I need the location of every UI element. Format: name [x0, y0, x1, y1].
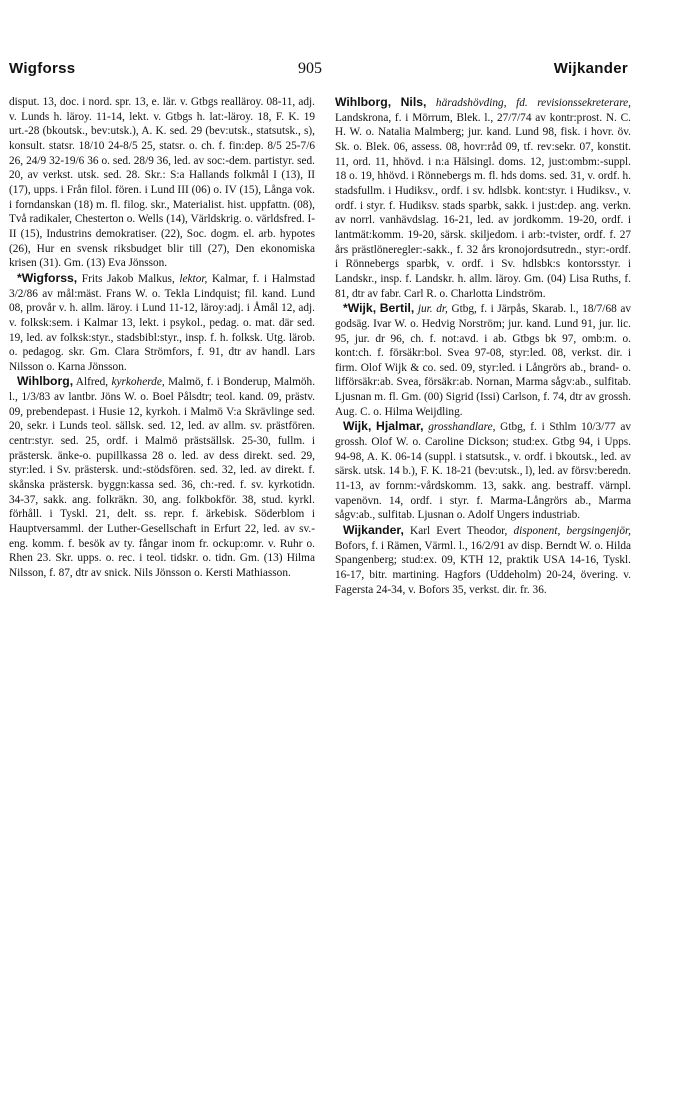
- entry-given-names: Alfred,: [75, 376, 109, 389]
- entry-body: Gtbg, f. i Sthlm 10/3/77 av grossh. Olof W. o. Caroline Dickson; stud:ex. Gtbg 94, i Upps. 94-98, A. K. 06-14 (suppl. i statsutsk., v. ordf. i bkoutsk., led. av särsk. utsk. 14 b.), F. K. 18-21 (bev:utsk., l), led. av försv:beredn. 11-13, av fornm:-vårdskomm. 13, sakk. ang. bestraff. värnpl. vapenövn. 14, ordf. i styr. f. Marma-Långrörs ab., Marma sågv:ab., sulfitab. Ljusnan o. Adolf Ungers industriab.: [335, 421, 631, 522]
- page-header: [0, 60, 680, 84]
- entry-body: Gtbg, f. i Järpås, Skarab. l., 18/7/68 av godsäg. Ivar W. o. Hedvig Norström; jur. kand. Lund 91, jur. lic. 95, jur. dr 96, ch. f. not:avd. i ab. Gtbgs bk 97, omb:m. o. kont:ch. f. försäkr:bol. Svea 97-08, styr:led. 08, verkst. dir. i firm. Olof Wijk & co. sed. 09, styr:led. i Långrörs ab., brand- o. lifförsäkr:ab. Svea, försäkr:ab. Nornan, Marma sågv:ab., sulfitab. Ljusnan m. fl. Gm. (00) Sigrid (Issi) Carlson, f. 74, dtr av grossh. Aug. C. o. Hilma Weijdling.: [335, 303, 632, 418]
- entry-occupation: kyrkoherde,: [111, 376, 165, 389]
- entry-surname: Wihlborg,: [17, 374, 74, 389]
- entry-body: Kalmar, f. i Halmstad 3/2/86 av mål:mäst. Frans W. o. Tekla Lindquist; fil. kand. Lund 08, provår v. h. allm. läroy. i Lund 11-12, läroy:adj. i Åmål 12, adj. v. folksk:sem. i Kalmar 13, lekt. i psykol., pedag. o. mat. där sed. 19, led. av folksk:styr., stadsbibl:styr., insp. f. h. folksk. Utg. lärob. o. pedagog. skr. Gm. Clara Strömfors, f. 91, dtr av handl. Lars Nilsson o. Karna Jönsson.: [9, 272, 316, 373]
- entry-occupation: lektor,: [179, 272, 208, 285]
- page-number: 905: [298, 60, 322, 77]
- entry-given-names: Karl Evert Theodor,: [410, 525, 508, 538]
- entry-occupation: grosshandlare,: [428, 421, 496, 434]
- entry-surname: *Wigforss,: [17, 270, 78, 285]
- entry-occupation: disponent, bergsingenjör,: [513, 525, 631, 538]
- entry-surname: Wijkander,: [343, 523, 404, 538]
- entry-occupation: häradshövding, fd. revisionssekreterare,: [435, 97, 632, 109]
- entry-wihlborg-alfred: [9, 374, 315, 580]
- entry-given-names: Hjalmar,: [376, 419, 424, 434]
- entry-wijkander-evert: [335, 523, 631, 597]
- entry-given-names: Nils,: [400, 95, 427, 109]
- entry-surname: Wijk,: [343, 419, 372, 434]
- entry-surname: Wihlborg,: [335, 95, 392, 109]
- left-column: [9, 95, 315, 581]
- entry-wijk-bertil: [335, 301, 631, 419]
- header-left-keyword: Wigforss: [9, 60, 76, 77]
- entry-body: Malmö, f. i Bonderup, Malmöh. l., 1/3/83 av lantbr. Jöns W. o. Boel Pålsdtr; teol. kand. 09, prästv. 09, prebendepast. i Husie 12, kyrkoh. i Malmö V:a Skrävlinge sed. 20, sekr. i Lunds teol. sällsk. sed. 12, led. av allm. sv. prästfören. centr:styr. sed. 25, ordf. i Malmö prästsällsk. 25-30, fullm. i prästersk. änke-o. pupillkassa 28 o. led. av dess direkt. sed. 29, styr:led. i Sv. prästersk. und:-stödsfören. sed. 32, led. av direkt. f. skånska prästersk. byggn:kassa sed. 36, ch:-red. f. sv. kyrkotidn. 34-37, sakk. ang. folkräkn. 30, ang. folkbokför. 38, stud. kyrkl. förhåll. i Tyskl. 21, delt. ss. repr. f. ärkebisk. Söderblom i Hauptversamml. der Luther-Gesellschaft in Erfurt 22, led. av sv.-eng. komm. f. besök av ty. fångar inom fr. ockup:omr. v. Ruhr o. Rhen 23. Skr. upps. o. rec. i teol. tidskr. o. tidn. Gm. (13) Hilma Nilsson, f. 87, dtr av snick. Nils Jönsson o. Kersti Mathiasson.: [9, 376, 316, 579]
- continued-entry-text: disput. 13, doc. i nord. spr. 13, e. lär. v. Gtbgs realläroy. 08-11, adj. v. Lunds h. läroy. 11-14, lekt. v. Gtbgs h. lat:-läroy. 18, F. K. 19 urt.-28 (bkoutsk., bev:utsk.), A. K. sed. 29 (bev:utsk., statsutsk., s), konsult. statsr. 18/10 24-8/5 25, statsr. o. ch. f. fin:dep. 8/5 25-7/6 26, 24/9 32-19/6 36 o. sed. 28/9 36, led. av soc:-dem. partistyr. sed. 20, av verkst. utsk. sed. 28. Skr.: S:a Hallands folkmål I (13), II (17), upps. i Från filol. fören. i Lund III (06) o. IV (15), Långa vok. i forndanskan (18) m. fl. filog. skr., Materialist. hist. uppfattn. (08), Två radikaler, Chesterton o. Wells (14), Världskrig. o. världsfred. I-II (15), Industrins demokratiser. (22), Soc. dogm. el. arb. hypotes (26), Hur en svensk riksbudget blir till (27), Den ekonomiska krisen (31). Gm. (13) Eva Jönsson.: [9, 96, 315, 270]
- entry-wigforss-frits: [9, 271, 315, 375]
- entry-body: Landskrona, f. i Mörrum, Blek. l., 27/7/74 av kontr:prost. N. C. H. W. o. Natalia Malmberg; jur. kand. Lund 98, fisk. i hovr. öv. Sk. o. Blek. 06, assess. 08, hovr:råd 09, tf. rev:sekr. 07, konstit. 11, ord. 11, hhövd. i n:a Hälsingl. doms. 12, just:ombm:-suppl. 18 o. 19, hhövd. i Rönnebergs m. fl. hds doms. sed. 31, v. ordf. h. stadsfullm. i Hudiksv., ordf. i sv. hdlsbk. kont:styr. i Hudiksv., v. ordf. i styr. f. Hudiksv. stads sparbk, sakk. i just:dep. ang. verkn. av norrl. vanhävdslag. 16-21, led. av jordkomm. 19-20, ordf. i lantmät:komm. 19-20, särsk. skiljedom. i arb:-tvister, ordf. f. 27 års prästlöneregler:-sakk., f. 32 års kronojordsutredn., styr:-ordf. i Rönnebergs sparbk, v. ordf. i Sv. hdlsbk:s kontorsstyr. i Landskr., insp. f. Landskr. h. allm. läroy. Gm. (04) Lisa Ruths, f. 81, dtr av fabr. Carl R. o. Charlotta Lindström.: [335, 111, 631, 300]
- entry-given-names: Frits Jakob Malkus,: [81, 272, 175, 285]
- entry-wihlborg-nils: [335, 95, 631, 301]
- entry-surname: *Wijk,: [343, 301, 377, 316]
- entry-given-names: Bertil,: [379, 301, 415, 316]
- entry-wijk-hjalmar: [335, 419, 631, 523]
- right-column: [335, 95, 631, 597]
- entry-body: Bofors, f. i Rämen, Värml. l., 16/2/91 av disp. Berndt W. o. Hilda Spangenberg; stud:ex. 09, KTH 12, praktik USA 14-16, Tyskl. 16-17, bitr. martining. Hagfors (Uddeholm) 20-24, övering. v. Fagersta 24-34, v. Bofors 35, verkst. dir. fr. 36.: [335, 539, 631, 596]
- entry-occupation: jur. dr,: [417, 303, 448, 316]
- header-right-keyword: Wijkander: [553, 60, 628, 77]
